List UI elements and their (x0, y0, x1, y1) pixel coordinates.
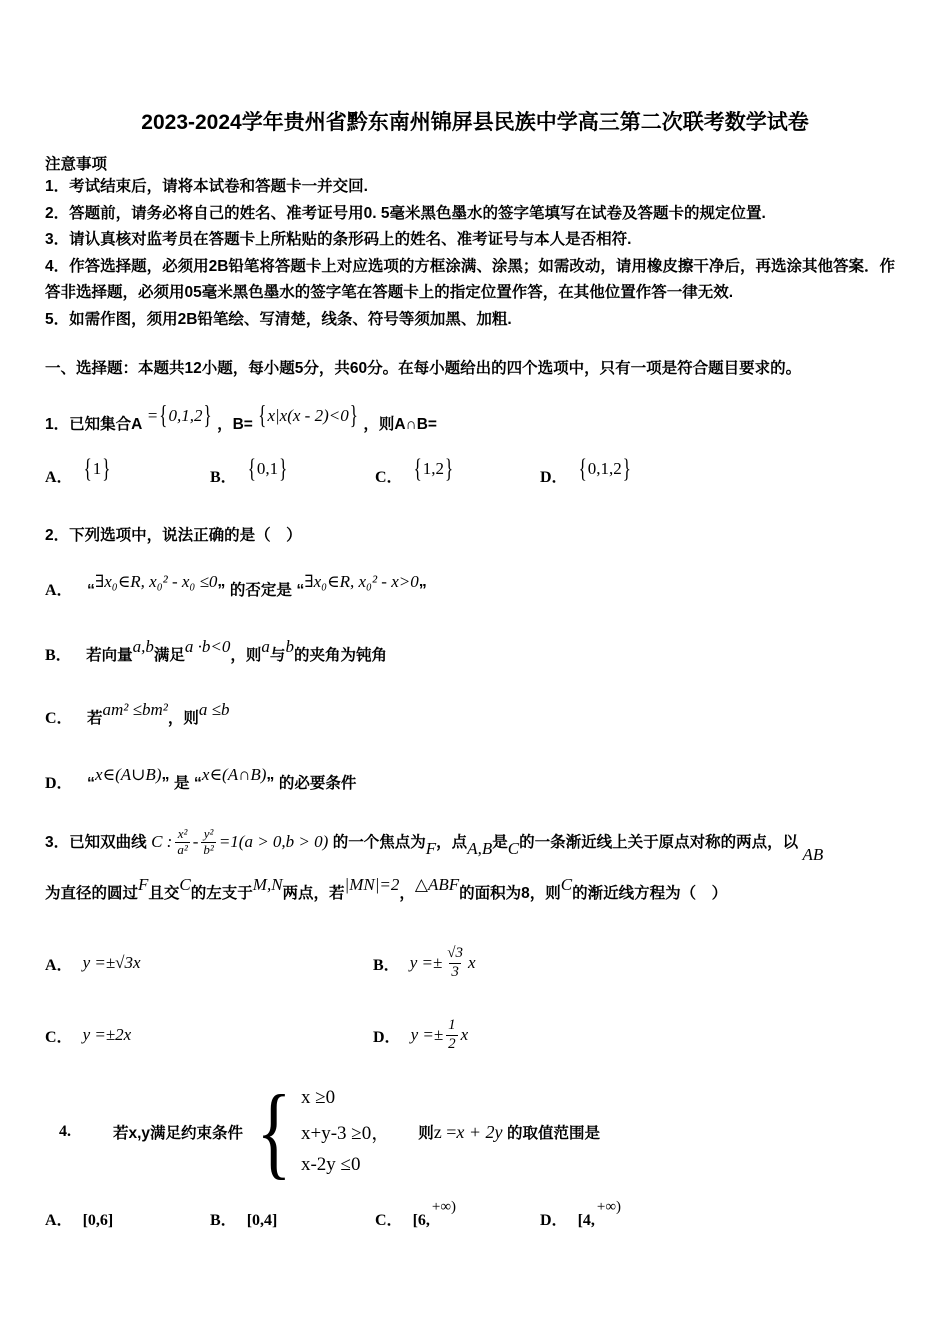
q1-close-brace-1: } (203, 400, 212, 430)
q3-focus-f: F (425, 839, 437, 858)
q3-option-d-label: D． (373, 1028, 401, 1046)
notice-item-2: 2．答题前，请务必将自己的姓名、准考证号用0. 5毫米黑色墨水的签字笔填写在试卷及答题卡的规定位置. (45, 204, 766, 222)
q1-text-1: 1．已知集合A (45, 416, 143, 433)
q1-set-a-values: 0,1,2 (168, 406, 203, 425)
q4-constraint-rows (301, 1087, 390, 1176)
q4-constraint-system (249, 1073, 391, 1189)
q1-option-d-set: 0,1,2 (587, 459, 622, 478)
q2-b-text-1: 若向量 (86, 647, 133, 664)
q2-a-open-quote-1: “ (87, 582, 96, 599)
q4-text-1: 若x,y满足约束条件 (113, 1124, 244, 1142)
q3-option-d-numerator: 1 (448, 1017, 456, 1034)
q3-option-d-denominator: 2 (448, 1035, 456, 1052)
q3-option-b-fraction (445, 945, 465, 981)
q2-b-text-5: 的夹角为钝角 (293, 647, 387, 664)
q2-a-negation: ∃x₀∈R, x₀² - x>0 (304, 572, 419, 591)
q1-option-d-label: D． (540, 469, 568, 486)
q4-number: 4. (59, 1122, 71, 1140)
q2-d-close-quote-1: ” (161, 775, 170, 792)
section-1-heading: 一、选择题：本题共12小题，每小题5分，共60分。在每小题给出的四个选项中，只有一项是符合题目要求的。 (45, 360, 802, 377)
q3-hyperbola-label: C : (151, 832, 173, 851)
q1-option-c (375, 453, 540, 493)
q2-b-vectors: a,b (132, 637, 154, 656)
q1-option-a (45, 453, 210, 493)
q2-b-text-3: ，则 (230, 647, 262, 664)
q1-option-d-close-brace: } (622, 453, 631, 483)
q3-mn-length: |MN|=2 (344, 875, 400, 894)
question-4-stem (45, 1073, 905, 1189)
q3-option-c-label: C． (45, 1028, 73, 1046)
q3-text-11: 的面积为8，则 (459, 885, 561, 902)
q4-text-2: 的取值范围是 (506, 1124, 600, 1142)
q1-option-d-value (578, 453, 632, 483)
q3-option-b-numerator: √3 (447, 945, 464, 962)
q2-d-open-quote-1: “ (87, 775, 96, 792)
q2-b-vector-b: b (285, 637, 294, 656)
q2-option-c (45, 701, 905, 736)
q2-a-proposition: ∃x₀∈R, x₀² - x₀ ≤0 (95, 572, 218, 591)
q3-curve-c-2: C (179, 875, 191, 894)
notice-item-5: 5．如需作图，须用2B铅笔绘、写清楚，线条、符号等须加黑、加粗. (45, 310, 512, 328)
q1-option-a-open-brace: { (83, 453, 92, 483)
q1-option-b-value (247, 453, 289, 483)
q1-text-3: ，则A∩B= (363, 416, 437, 433)
q2-a-middle-text: 的否定是 (229, 582, 292, 599)
q1-open-brace-1: { (159, 400, 168, 430)
q4-option-d (540, 1199, 622, 1236)
q3-text-4: 是 (492, 834, 508, 851)
q2-d-text-1: 是 (173, 775, 190, 792)
q3-fraction-2 (201, 827, 215, 858)
q3-frac1-denominator: a² (177, 842, 188, 858)
q4-option-a-label: A． (45, 1212, 73, 1229)
q3-option-c (45, 1024, 373, 1047)
q1-option-a-value (83, 453, 112, 483)
q1-set-b-def: x|x(x - 2)<0 (267, 406, 349, 425)
q3-option-a-value: y =±√3x (82, 953, 141, 972)
notice-item-1: 1．考试结束后，请将本试卷和答题卡一并交回. (45, 178, 368, 195)
q4-option-d-infinity: +∞) (596, 1199, 622, 1215)
q3-text-2: 的一个焦点为 (332, 834, 426, 851)
q1-options (45, 453, 905, 493)
q2-b-text-4: 与 (269, 647, 286, 664)
q3-minus-sign: - (192, 832, 199, 851)
q2-d-open-quote-2: “ (193, 775, 202, 792)
q4-option-c-value: [6, (412, 1212, 430, 1229)
q1-option-c-label: C． (375, 469, 403, 486)
notice-item-4: 4．作答选择题，必须用2B铅笔将答题卡上对应选项的方框涂满、涂黑；如需改动，请用橡皮擦干净后，再选涂其他答案．作答非选择题，必须用05毫米黑色墨水的签字笔在答题卡上的指定位置作答，在其他位置作答一律无效. (45, 257, 895, 301)
q2-c-inequality-1: am² ≤bm² (102, 700, 168, 719)
q3-option-b (373, 945, 701, 981)
q3-option-a (45, 952, 373, 975)
q1-text-2: ，B= (217, 416, 253, 433)
page-title: 2023-2024学年贵州省黔东南州锦屏县民族中学高三第二次联考数学试卷 (141, 111, 809, 134)
q1-option-c-close-brace: } (444, 453, 454, 483)
q2-option-a-label: A． (45, 582, 73, 599)
q4-option-d-label: D． (540, 1212, 568, 1229)
q1-set-b (257, 400, 359, 430)
q2-d-union-statement: x∈(A∪B) (95, 765, 162, 784)
q3-triangle-abf: △ABF (414, 875, 460, 894)
q2-c-inequality-2: a ≤b (198, 700, 230, 719)
q2-b-dot-product: a ·b<0 (184, 637, 231, 656)
q4-option-d-value: [4, (577, 1212, 595, 1229)
q3-option-a-label: A． (45, 956, 73, 974)
q1-option-d (540, 453, 632, 493)
q2-option-d-label: D． (45, 775, 73, 792)
q2-option-c-label: C． (45, 710, 73, 727)
q4-option-b-label: B． (210, 1212, 237, 1229)
q1-option-d-open-brace: { (578, 453, 587, 483)
q2-a-open-quote-2: “ (296, 582, 305, 599)
q3-option-d-prefix: y =± (410, 1025, 444, 1044)
q2-option-b (45, 638, 905, 673)
q2-d-close-quote-2: ” (266, 775, 275, 792)
q2-c-text-1: 若 (87, 710, 103, 727)
q4-objective-lhs: z = (433, 1121, 457, 1142)
q1-option-a-set: 1 (92, 459, 102, 478)
q3-text-6: 为直径的圆过 (45, 885, 139, 902)
question-1-stem (45, 400, 905, 444)
q4-continuation (418, 1121, 600, 1143)
q3-points-mn: M,N (252, 875, 283, 894)
q3-equation-tail: =1(a > 0,b > 0) (218, 832, 329, 851)
q2-a-close-quote-1: ” (217, 582, 226, 599)
q1-option-b-open-brace: { (247, 453, 256, 483)
q1-set-a (146, 400, 213, 430)
q3-option-d (373, 1017, 701, 1053)
q2-option-b-label: B． (45, 647, 72, 664)
q1-close-brace-2: } (349, 400, 358, 430)
q2-a-close-quote-2: ” (418, 582, 427, 599)
q3-options-row-2 (45, 1003, 905, 1067)
q4-option-b-value: [0,4] (246, 1212, 278, 1229)
q3-option-d-fraction (446, 1017, 458, 1053)
q3-curve-c-1: C (507, 839, 520, 858)
q4-option-a-value: [0,6] (82, 1212, 114, 1229)
q1-option-b-close-brace: } (279, 453, 288, 483)
q3-frac2-numerator: y² (203, 826, 214, 842)
q4-option-c (375, 1199, 540, 1236)
q3-option-b-denominator: 3 (451, 963, 459, 980)
q1-equals-sign: = (146, 406, 159, 425)
q4-text-then: 则 (418, 1124, 434, 1142)
q3-text-9: 两点，若 (282, 885, 345, 902)
q1-option-a-close-brace: } (102, 453, 111, 483)
q3-option-d-suffix: x (460, 1025, 469, 1044)
q4-constraint-1: x ≥0 (300, 1087, 336, 1108)
q4-constraint-2: x+y-3 ≥0， (300, 1123, 391, 1144)
q3-frac1-numerator: x² (177, 826, 188, 842)
q4-option-b (210, 1206, 375, 1236)
q2-d-intersection-statement: x∈(A∩B) (201, 765, 267, 784)
q4-left-brace: { (256, 1073, 292, 1189)
notice-heading: 注意事项 (45, 156, 108, 173)
q3-option-b-prefix: y =± (409, 953, 443, 972)
q3-text-7: 且交 (148, 885, 180, 902)
q3-text-12: 的渐近线方程为（ ） (572, 885, 728, 902)
q3-option-b-label: B． (373, 956, 400, 974)
q3-segment-ab: AB (802, 845, 824, 864)
q4-option-a (45, 1206, 210, 1236)
q1-option-b-label: B． (210, 469, 237, 486)
q3-text-5: 的一条渐近线上关于原点对称的两点，以 (519, 834, 799, 851)
q1-option-c-open-brace: { (413, 453, 422, 483)
notice-item-3: 3．请认真核对监考员在答题卡上所粘贴的条形码上的姓名、准考证号与本人是否相符. (45, 231, 632, 248)
question-3-stem-line-1 (45, 825, 905, 864)
q3-option-c-value: y =±2x (82, 1025, 132, 1044)
question-3-stem-line-2 (45, 876, 905, 911)
q3-options-row-1 (45, 931, 905, 995)
q4-constraint-3: x-2y ≤0 (300, 1154, 361, 1175)
q4-option-c-infinity: +∞) (431, 1199, 457, 1215)
q1-option-b (210, 453, 375, 493)
q1-open-brace-2: { (258, 400, 267, 430)
q3-frac2-denominator: b² (203, 842, 214, 858)
q3-option-b-suffix: x (468, 953, 476, 972)
q4-option-c-label: C． (375, 1212, 403, 1229)
q4-objective-rhs: x + 2y (456, 1121, 503, 1142)
q3-points-ab: A,B (467, 839, 493, 858)
q3-focus-f-2: F (138, 875, 149, 894)
q3-curve-c-3: C (560, 875, 573, 894)
question-2-stem: 2．下列选项中，说法正确的是（ ） (45, 527, 302, 544)
q1-option-c-set: 1,2 (422, 459, 444, 478)
q2-d-text-2: 的必要条件 (278, 775, 357, 792)
q2-b-text-2: 满足 (153, 647, 185, 664)
q3-text-3: ，点 (436, 834, 468, 851)
q3-text-10: ， (399, 885, 415, 902)
q1-option-a-label: A． (45, 469, 73, 486)
page-body (0, 152, 950, 1236)
q3-fraction-1 (175, 827, 189, 858)
q2-option-a (45, 573, 905, 608)
q1-option-c-value (413, 453, 455, 483)
q1-option-b-set: 0,1 (256, 459, 279, 478)
q2-c-text-2: ，则 (167, 710, 199, 727)
q3-text-1: 3．已知双曲线 (45, 834, 147, 851)
q4-options (45, 1199, 905, 1236)
q3-text-8: 的左支于 (190, 885, 253, 902)
q2-b-vector-a: a (261, 637, 270, 656)
q2-option-d (45, 766, 905, 801)
